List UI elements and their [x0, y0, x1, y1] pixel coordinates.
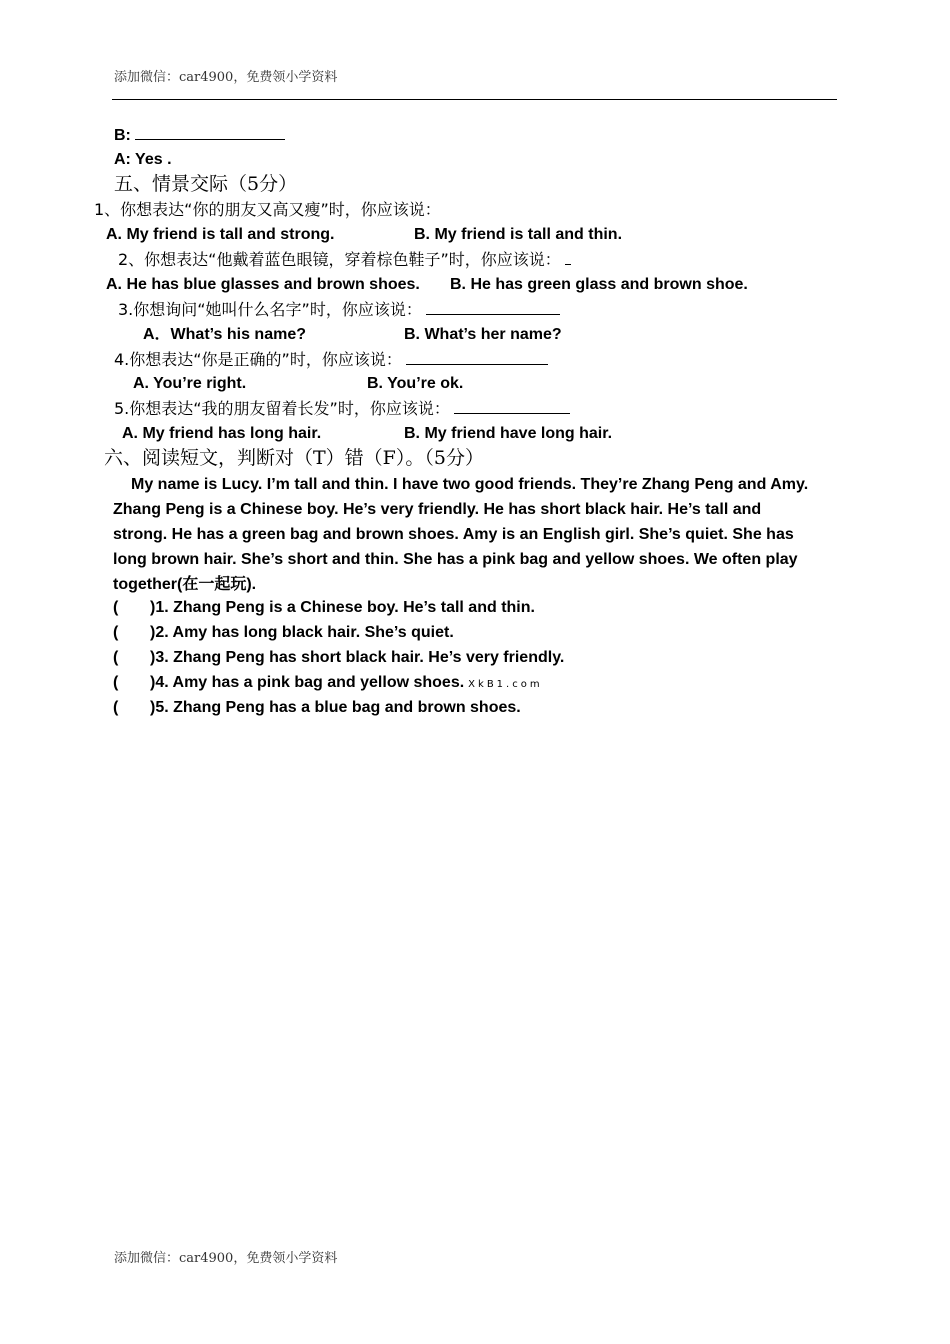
tf-answer-slot[interactable]: (: [113, 649, 119, 666]
tf-statement: )2. Amy has long black hair. She’s quiet.: [150, 624, 454, 641]
page-header: 添加微信：car4900，免费领小学资料: [114, 70, 338, 85]
section5-title: 五、情景交际（5分）: [114, 173, 298, 195]
q1-option-a: A. My friend is tall and strong.: [106, 226, 335, 243]
q5-prompt: [114, 399, 570, 420]
answer-blank[interactable]: [454, 399, 570, 414]
tf-statement: )1. Zhang Peng is a Chinese boy. He’s tall and thin.: [150, 599, 535, 616]
q2-option-a: A. He has blue glasses and brown shoes.: [106, 276, 420, 293]
tf-item-5: [113, 698, 521, 718]
tf-answer-slot[interactable]: (: [113, 624, 119, 641]
q2-option-b: B. He has green glass and brown shoe.: [450, 276, 748, 293]
answer-blank[interactable]: [565, 250, 571, 265]
q3-option-b: B. What’s her name?: [404, 326, 562, 343]
section6-title: 六、阅读短文，判断对（T）错（F）。（5分）: [104, 447, 484, 469]
tf-statement: )3. Zhang Peng has short black hair. He’s very friendly.: [150, 649, 565, 666]
header-rule: [112, 99, 837, 100]
answer-blank[interactable]: [426, 300, 560, 315]
passage-text: My name is Lucy. I’m tall and thin. I have two good friends. They’re Zhang Peng and Amy. Zhang Peng is a Chinese boy. He’s very friendly. He has short black hair. He’s tall and strong. He has a green bag and brown shoes. Amy is an English girl. She’s quiet. She has long brown hair. She’s short and thin. She has a pink bag and yellow shoes. We often play together(在一起玩).: [113, 476, 809, 593]
q3-prompt-text: 3.你想询问“她叫什么名字”时，你应该说：: [118, 300, 422, 319]
q4-option-b: B. You’re ok.: [367, 375, 464, 392]
watermark-text: XkB1.com: [468, 679, 543, 690]
page-footer: 添加微信：car4900，免费领小学资料: [114, 1251, 338, 1266]
tf-answer-slot[interactable]: (: [113, 599, 119, 616]
q5-option-b: B. My friend have long hair.: [404, 425, 613, 442]
q3-option-a: A．What’s his name?: [143, 326, 306, 343]
tf-item-4: [113, 673, 543, 695]
q4-prompt: [114, 350, 548, 371]
tf-item-2: [113, 623, 454, 643]
answer-blank[interactable]: [135, 125, 285, 140]
q1-option-b: B. My friend is tall and thin.: [414, 226, 623, 243]
dialogue-b-line: [114, 125, 285, 146]
q1-prompt-text: 1、你想表达“你的朋友又高又瘦”时，你应该说：: [94, 200, 441, 219]
answer-blank[interactable]: [406, 350, 548, 365]
tf-item-3: [113, 648, 564, 668]
dialogue-b-label: B:: [114, 127, 131, 144]
tf-statement: )5. Zhang Peng has a blue bag and brown shoes.: [150, 699, 521, 716]
tf-answer-slot[interactable]: (: [113, 699, 119, 716]
q2-prompt: [118, 250, 571, 271]
q2-prompt-text: 2、你想表达“他戴着蓝色眼镜，穿着棕色鞋子”时，你应该说：: [118, 250, 561, 269]
q4-option-a: A. You’re right.: [133, 375, 247, 392]
q3-prompt: [118, 300, 560, 321]
q1-prompt: [94, 200, 441, 221]
tf-statement: )4. Amy has a pink bag and yellow shoes.: [150, 674, 465, 691]
tf-answer-slot[interactable]: (: [113, 674, 119, 691]
tf-item-1: [113, 598, 535, 618]
reading-passage: [113, 472, 813, 597]
dialogue-a-line: A: Yes .: [114, 151, 172, 168]
q4-prompt-text: 4.你想表达“你是正确的”时，你应该说：: [114, 350, 402, 369]
q5-prompt-text: 5.你想表达“我的朋友留着长发”时，你应该说：: [114, 399, 450, 418]
q5-option-a: A. My friend has long hair.: [122, 425, 322, 442]
